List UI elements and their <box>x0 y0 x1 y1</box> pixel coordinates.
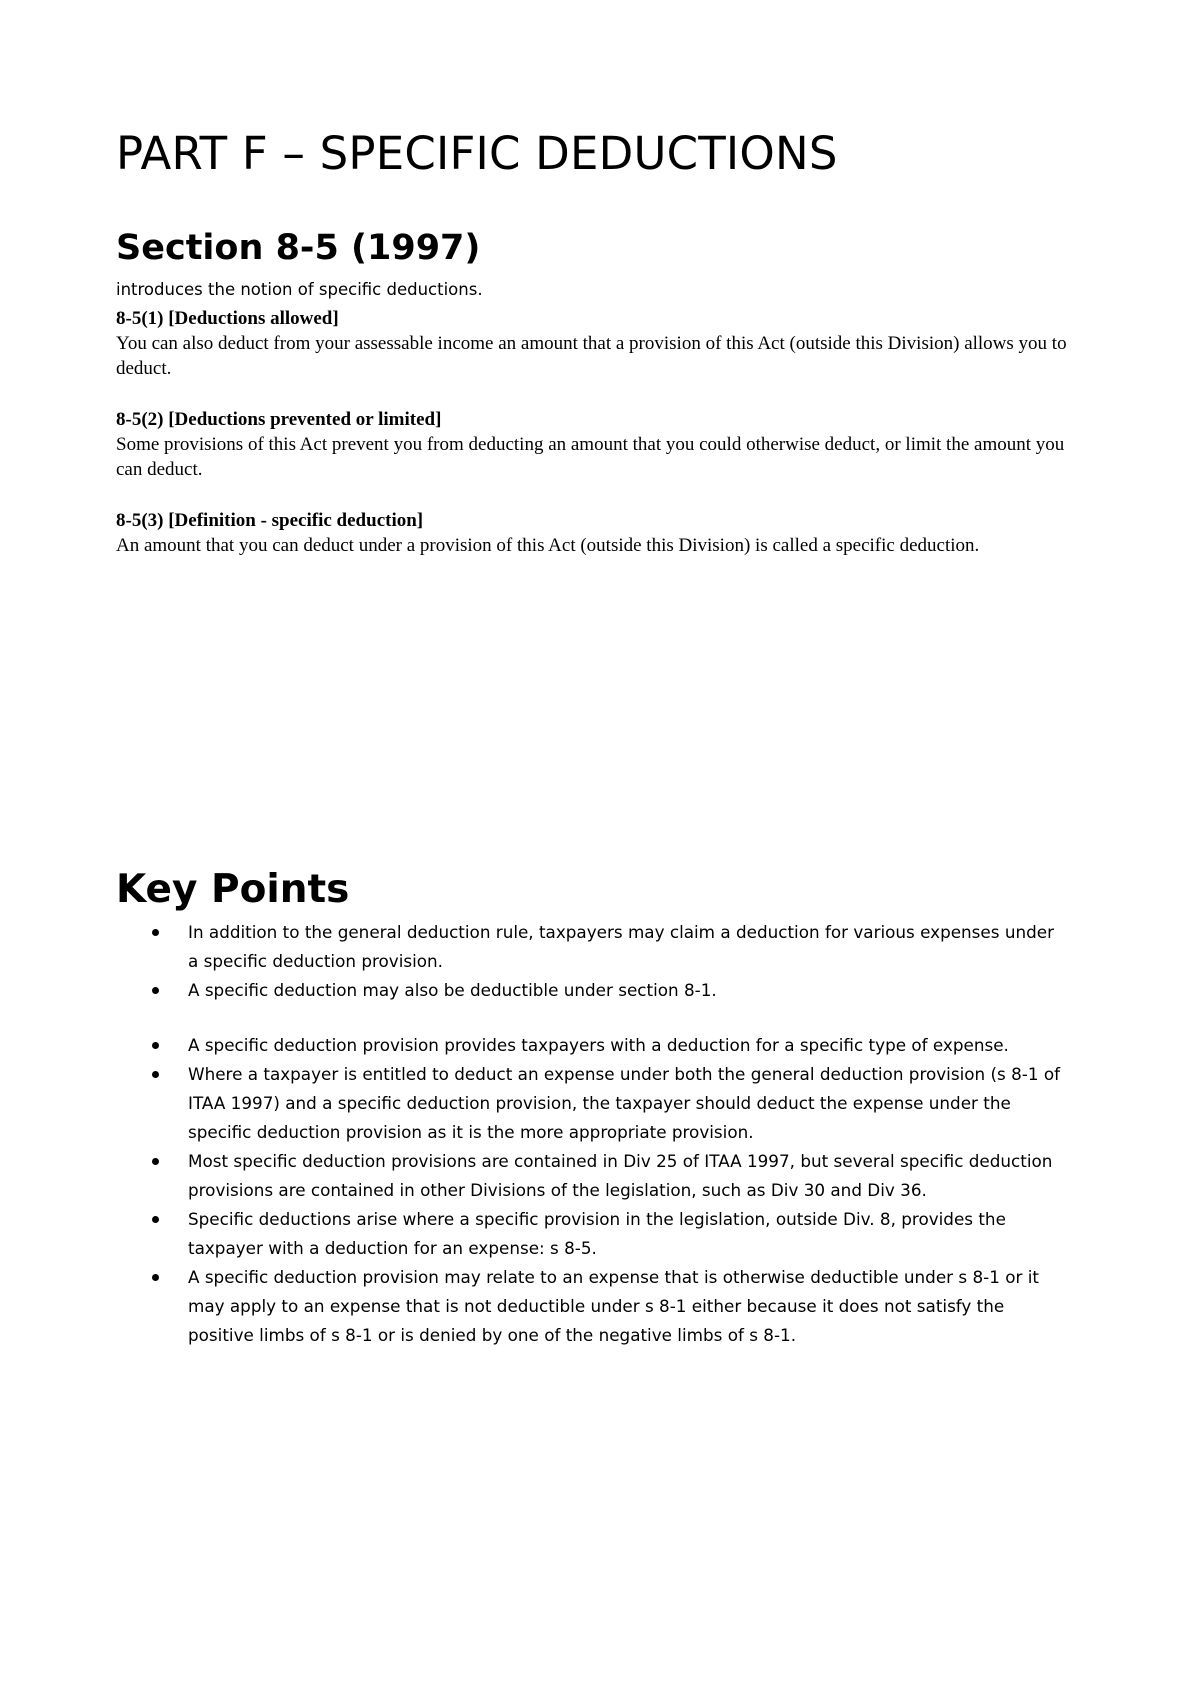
key-point-text: Most specific deduction provisions are contained in Div 25 of ITAA 1997, but several specific deduction provisions are contained in other Divisions of the legislation, such as Div 30 and Div 36. <box>188 1151 1053 1200</box>
bullet-icon <box>152 929 159 936</box>
bullet-icon <box>152 987 159 994</box>
provision-8-5-1 <box>116 306 1076 381</box>
key-point-text: A specific deduction provision provides taxpayers with a deduction for a specific type of expense. <box>188 1035 1009 1055</box>
section-heading: Section 8-5 (1997) <box>116 228 481 268</box>
list-item <box>148 976 1068 1005</box>
provision-body: You can also deduct from your assessable income an amount that a provision of this Act (outside this Division) allows you to deduct. <box>116 333 1067 379</box>
section-intro: introduces the notion of specific deductions. <box>116 280 483 299</box>
provision-8-5-3 <box>116 508 1076 558</box>
provision-body: Some provisions of this Act prevent you from deducting an amount that you could otherwise deduct, or limit the amount you can deduct. <box>116 434 1065 480</box>
key-points-heading: Key Points <box>116 867 350 912</box>
provision-heading: 8-5(1) [Deductions allowed] <box>116 308 339 329</box>
part-title: PART F – SPECIFIC DEDUCTIONS <box>116 127 838 180</box>
key-points-list <box>148 918 1068 1350</box>
provision-heading: 8-5(2) [Deductions prevented or limited] <box>116 409 442 430</box>
bullet-icon <box>152 1216 159 1223</box>
provisions-block <box>116 306 1076 584</box>
key-point-text: Where a taxpayer is entitled to deduct an expense under both the general deduction provision (s 8-1 of ITAA 1997) and a specific deduction provision, the taxpayer should deduct the expense under the specific deduction provision as it is the more appropriate provision. <box>188 1064 1061 1142</box>
bullet-icon <box>152 1071 159 1078</box>
provision-8-5-2 <box>116 407 1076 482</box>
provision-heading: 8-5(3) [Definition - specific deduction] <box>116 510 424 531</box>
bullet-icon <box>152 1042 159 1049</box>
key-point-text: Specific deductions arise where a specific provision in the legislation, outside Div. 8, provides the taxpayer with a deduction for an expense: s 8-5. <box>188 1209 1006 1258</box>
list-item <box>148 918 1068 976</box>
provision-body: An amount that you can deduct under a provision of this Act (outside this Division) is called a specific deduction. <box>116 535 980 556</box>
list-item <box>148 1263 1068 1350</box>
list-item <box>148 1205 1068 1263</box>
bullet-icon <box>152 1274 159 1281</box>
list-item <box>148 1060 1068 1147</box>
key-point-text: A specific deduction may also be deductible under section 8-1. <box>188 980 717 1000</box>
key-point-text: In addition to the general deduction rule, taxpayers may claim a deduction for various expenses under a specific deduction provision. <box>188 922 1054 971</box>
key-point-text: A specific deduction provision may relate to an expense that is otherwise deductible under s 8-1 or it may apply to an expense that is not deductible under s 8-1 either because it does not satisfy the positive limbs of s 8-1 or is denied by one of the negative limbs of s 8-1. <box>188 1267 1039 1345</box>
list-item <box>148 1147 1068 1205</box>
list-item <box>148 1031 1068 1060</box>
bullet-icon <box>152 1158 159 1165</box>
